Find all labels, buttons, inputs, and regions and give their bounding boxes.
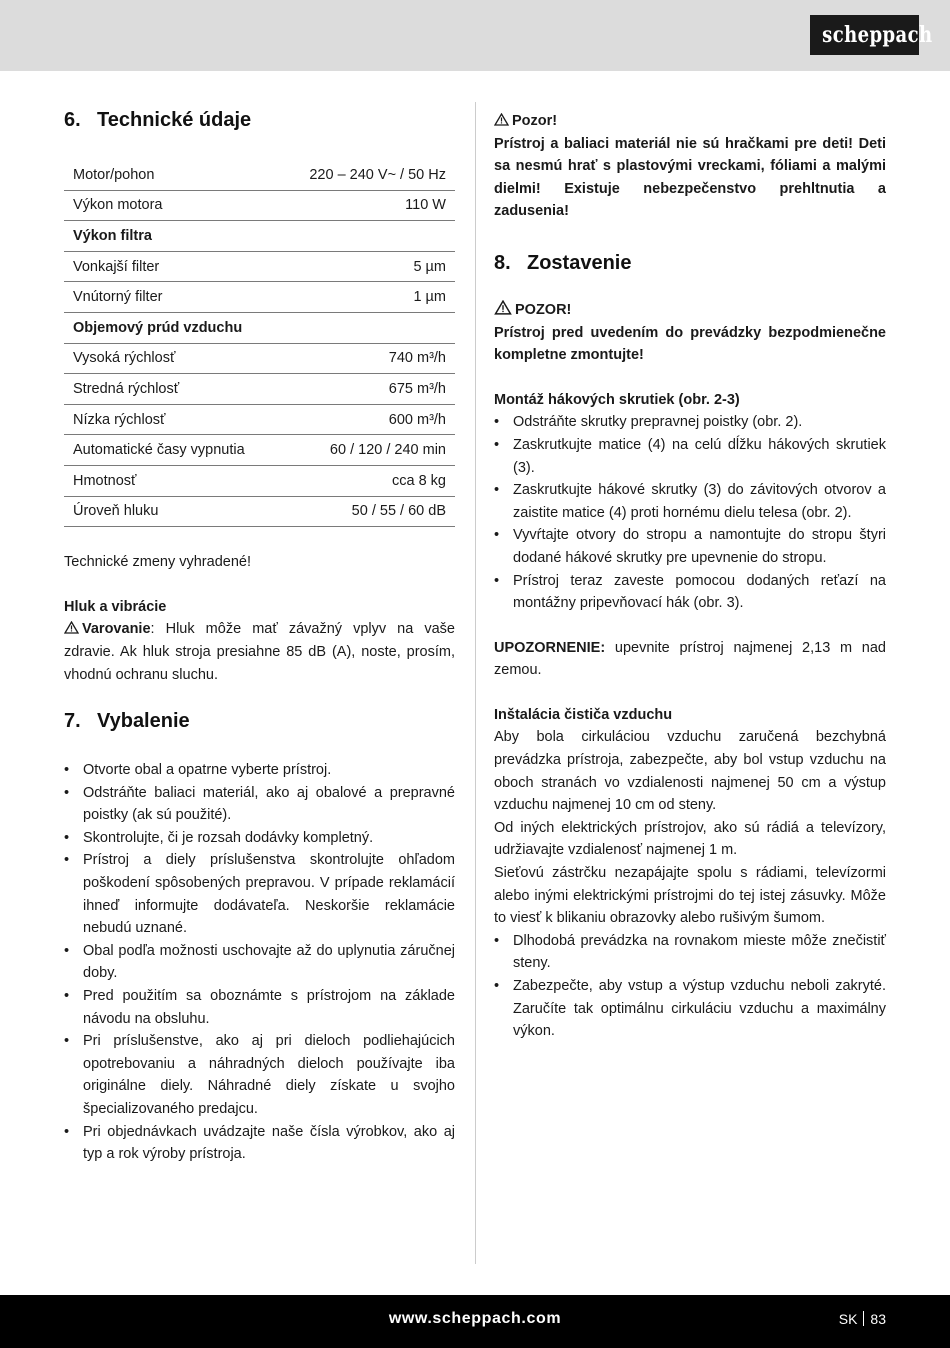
- footer-url[interactable]: www.scheppach.com: [388, 1310, 562, 1327]
- install-paragraph: Sieťovú zástrčku nezapájajte spolu s rádiami, televízormi alebo inými elektrickými prístrojmi do tej istej zásuvky. Môže to viesť k blikaniu obrazovky alebo rušivým šumom.: [494, 865, 886, 927]
- spec-value: [279, 221, 455, 252]
- section-title: Zostavenie: [527, 251, 632, 274]
- spec-value: 5 µm: [279, 251, 455, 282]
- spec-value: 1 µm: [279, 282, 455, 313]
- tech-changes-note: Technické zmeny vyhradené!: [64, 554, 251, 571]
- section-title: Technické údaje: [97, 109, 252, 131]
- scheppach-logo: [810, 15, 933, 55]
- hooks-heading: Montáž hákových skrutiek (obr. 2-3): [494, 391, 740, 408]
- spec-row: [64, 282, 455, 313]
- assembly-warning-label: POZOR!: [515, 301, 572, 318]
- spec-row: [64, 435, 455, 466]
- section-title: Vybalenie: [97, 710, 190, 733]
- install-list: [494, 930, 886, 1043]
- child-warning-text: Prístroj a baliaci materiál nie sú hračkami pre deti! Deti sa nesmú hrať s plastovými vreckami, fóliami a malými dielmi! Existuje nebezpečenstvo prehltnutia a zadusenia!: [494, 135, 886, 220]
- child-warning-title: [494, 110, 886, 133]
- section-number: 6.: [64, 109, 81, 131]
- spec-row: [64, 190, 455, 221]
- noise-heading: Hluk a vibrácie: [64, 598, 167, 615]
- list-item: • Zabezpečte, aby vstup a výstup vzduchu neboli zakryté. Zaručíte tak optimálnu cirkuláciu vzduchu a maximálny výkon.: [494, 975, 886, 1043]
- list-item: • Pred použitím sa oboznámte s prístrojom na základe návodu na obsluhu.: [64, 985, 455, 1030]
- warning-icon: [494, 113, 509, 126]
- spec-value: 50 / 55 / 60 dB: [279, 496, 455, 527]
- language-code: SK: [838, 1311, 858, 1327]
- spec-row: [64, 374, 455, 405]
- noise-warning-label: Varovanie: [82, 621, 151, 638]
- spec-label: Vysoká rýchlosť: [64, 343, 279, 374]
- separator: [863, 1311, 864, 1326]
- section-7-heading: [64, 707, 455, 735]
- spec-value: 600 m³/h: [279, 404, 455, 435]
- page-footer: [0, 1295, 950, 1348]
- assembly-warning-text: Prístroj pred uvedením do prevádzky bezpodmienečne kompletne zmontujte!: [494, 324, 886, 364]
- list-item: • Obal podľa možnosti uschovajte až do uplynutia záručnej doby.: [64, 940, 455, 985]
- noise-warning: [64, 618, 455, 686]
- spec-label: Výkon filtra: [64, 221, 279, 252]
- spec-row: [64, 312, 455, 343]
- install-paragraphs: [494, 726, 886, 929]
- spec-row: [64, 221, 455, 252]
- page-header: [0, 0, 950, 71]
- spec-value: 110 W: [279, 190, 455, 221]
- list-item: • Prístroj teraz zaveste pomocou dodaných reťazí na montážny pripevňovací hák (obr. 3).: [494, 570, 886, 615]
- warning-icon: [64, 621, 79, 634]
- spec-label: Automatické časy vypnutia: [64, 435, 279, 466]
- page-number: [839, 1311, 886, 1327]
- spec-label: Vnútorný filter: [64, 282, 279, 313]
- list-item: • Vyvŕtajte otvory do stropu a namontujte do stropu štyri dodané hákové skrutky pre upevnenie do stropu.: [494, 524, 886, 569]
- spec-label: Hmotnosť: [64, 465, 279, 496]
- noise-warning-text: : Hluk môže mať závažný vplyv na vaše zdravie. Ak hluk stroja presiahne 85 dB (A), noste, prosím, vhodnú ochranu sluchu.: [64, 621, 455, 683]
- list-item: • Zaskrutkujte hákové skrutky (3) do závitových otvorov a zaistite matice (4) proti hornému dielu telesa (obr. 2).: [494, 479, 886, 524]
- list-item: • Dlhodobá prevádzka na rovnakom mieste môže znečistiť steny.: [494, 930, 886, 975]
- notice-label: UPOZORNENIE:: [494, 639, 606, 656]
- spec-row: [64, 465, 455, 496]
- spec-value: 740 m³/h: [279, 343, 455, 374]
- specs-table: [64, 160, 455, 527]
- spec-value: 60 / 120 / 240 min: [279, 435, 455, 466]
- left-column: [64, 105, 455, 1166]
- spec-value: cca 8 kg: [279, 465, 455, 496]
- spec-row: [64, 160, 455, 190]
- notice-text: upevnite prístroj najmenej 2,13 m nad zemou.: [494, 639, 886, 679]
- unpacking-list: [64, 759, 455, 1166]
- page-num: 83: [870, 1311, 886, 1327]
- section-8-heading: [494, 249, 886, 277]
- section-number: 7.: [64, 710, 81, 733]
- mounting-notice: [494, 637, 886, 682]
- column-divider: [475, 102, 476, 1264]
- child-warning-label: Pozor!: [512, 113, 558, 129]
- install-heading: Inštalácia čističa vzduchu: [494, 706, 673, 723]
- list-item: • Skontrolujte, či je rozsah dodávky kompletný.: [64, 827, 455, 850]
- spec-label: Stredná rýchlosť: [64, 374, 279, 405]
- warning-icon: [494, 300, 512, 315]
- spec-label: Nízka rýchlosť: [64, 404, 279, 435]
- list-item: • Prístroj a diely príslušenstva skontrolujte ohľadom poškodení spôsobených prepravou. V prípade reklamácií ihneď informujte dodávateľa. Neskoršie reklamácie nebudú uznané.: [64, 849, 455, 939]
- install-paragraph: Aby bola cirkuláciou vzduchu zaručená bezchybná prevádzka prístroja, zabezpečte, aby bol vstup vzduchu na oboch stranách vo vzdialenosti najmenej 50 cm a výstup vzduchu najmenej 10 cm od steny.: [494, 729, 886, 814]
- list-item: • Pri príslušenstve, ako aj pri dieloch podliehajúcich opotrebovaniu a náhradných dieloch používajte iba originálne diely. Náhradné diely získate u svojho špecializovaného predajcu.: [64, 1030, 455, 1120]
- section-number: 8.: [494, 251, 511, 274]
- spec-row: [64, 404, 455, 435]
- section-6-heading: [64, 106, 455, 134]
- assembly-warning-title: [494, 299, 886, 322]
- logo-text: scheppach: [822, 22, 933, 48]
- hooks-list: [494, 411, 886, 614]
- spec-value: [279, 312, 455, 343]
- install-paragraph: Od iných elektrických prístrojov, ako sú rádiá a televízory, udržiavajte vzdialenosť najmenej 1 m.: [494, 819, 886, 859]
- spec-row: [64, 343, 455, 374]
- list-item: • Otvorte obal a opatrne vyberte prístroj.: [64, 759, 455, 782]
- spec-value: 675 m³/h: [279, 374, 455, 405]
- spec-label: Motor/pohon: [64, 160, 279, 190]
- spec-label: Úroveň hluku: [64, 496, 279, 527]
- spec-label: Výkon motora: [64, 190, 279, 221]
- spec-label: Vonkajší filter: [64, 251, 279, 282]
- list-item: • Zaskrutkujte matice (4) na celú dĺžku hákových skrutiek (3).: [494, 434, 886, 479]
- list-item: • Odstráňte skrutky prepravnej poistky (obr. 2).: [494, 411, 886, 434]
- spec-label: Objemový prúd vzduchu: [64, 312, 279, 343]
- spec-row: [64, 496, 455, 527]
- list-item: • Pri objednávkach uvádzajte naše čísla výrobkov, ako aj typ a rok výroby prístroja.: [64, 1121, 455, 1166]
- spec-row: [64, 251, 455, 282]
- spec-value: 220 – 240 V~ / 50 Hz: [279, 160, 455, 190]
- list-item: • Odstráňte baliaci materiál, ako aj obalové a prepravné poistky (ak sú použité).: [64, 782, 455, 827]
- right-column: [494, 110, 886, 1043]
